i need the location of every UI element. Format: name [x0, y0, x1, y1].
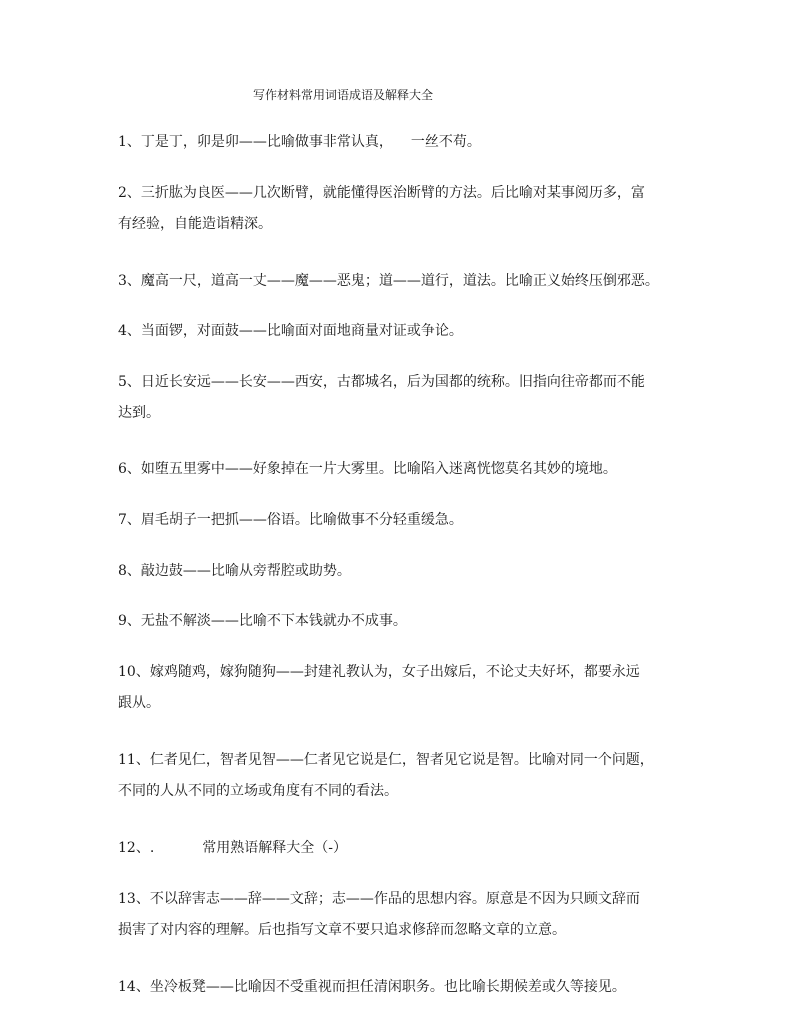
entry-5-line-1: 5、日近长安远——长安——西安，古都城名，后为国都的统称。旧指向往帝都而不能: [118, 374, 645, 390]
entry-11: [118, 745, 698, 807]
entry-12-number: 12、.: [118, 840, 155, 856]
entry-13-line-1: 13、不以辞害志——辞——文辞；志——作品的思想内容。原意是不因为只顾文辞而: [118, 891, 640, 907]
entry-8: [118, 556, 698, 587]
entry-10-line-1: 10、嫁鸡随鸡，嫁狗随狗——封建礼教认为，女子出嫁后，不论丈夫好坏，都要永远: [118, 664, 640, 680]
entry-7: [118, 505, 698, 536]
document-title: 写作材料常用词语成语及解释大全: [253, 88, 434, 102]
entry-4: [118, 316, 698, 347]
entry-14: [118, 972, 698, 1003]
entry-6: [118, 454, 698, 485]
entry-8-line-1: 8、敲边鼓——比喻从旁帮腔或助势。: [118, 563, 351, 579]
entry-9: [118, 606, 698, 637]
entry-1: [118, 127, 698, 158]
entry-1-line-1: 1、丁是丁，卯是卯——比喻做事非常认真，: [118, 134, 393, 150]
entry-5-line-2: 达到。: [118, 405, 160, 421]
entry-14-line-1: 14、坐冷板凳——比喻因不受重视而担任清闲职务。也比喻长期候差或久等接见。: [118, 979, 626, 995]
entry-13: [118, 884, 698, 946]
entry-12-heading: 常用熟语解释大全（-）: [202, 840, 347, 856]
entry-11-line-2: 不同的人从不同的立场或角度有不同的看法。: [118, 783, 398, 799]
entry-1-line-2: 一丝不苟。: [410, 134, 481, 150]
entry-3: [118, 266, 698, 297]
entry-11-line-1: 11、仁者见仁，智者见智——仁者见它说是仁，智者见它说是智。比喻对同一个问题，: [118, 752, 654, 768]
entry-9-line-1: 9、无盐不解淡——比喻不下本钱就办不成事。: [118, 613, 407, 629]
entry-4-line-1: 4、当面锣，对面鼓——比喻面对面地商量对证或争论。: [118, 323, 463, 339]
entry-3-line-1: 3、魔高一尺，道高一丈——魔——恶鬼；道——道行，道法。比喻正义始终压倒邪恶。: [118, 273, 659, 289]
entry-10-line-2: 跟从。: [118, 695, 160, 711]
entry-2-line-2: 有经验，自能造诣精深。: [118, 216, 272, 232]
entry-2-line-1: 2、三折肱为良医——几次断臂，就能懂得医治断臂的方法。后比喻对某事阅历多，富: [118, 185, 645, 201]
entry-6-line-1: 6、如堕五里雾中——好象掉在一片大雾里。比喻陷入迷离恍惚莫名其妙的境地。: [118, 461, 617, 477]
entry-2: [118, 178, 698, 240]
entry-5: [118, 367, 698, 429]
entry-10: [118, 657, 698, 719]
entry-13-line-2: 损害了对内容的理解。后也指写文章不要只追求修辞而忽略文章的立意。: [118, 922, 566, 938]
entry-7-line-1: 7、眉毛胡子一把抓——俗语。比喻做事不分轻重缓急。: [118, 512, 463, 528]
entry-12: [118, 833, 698, 864]
